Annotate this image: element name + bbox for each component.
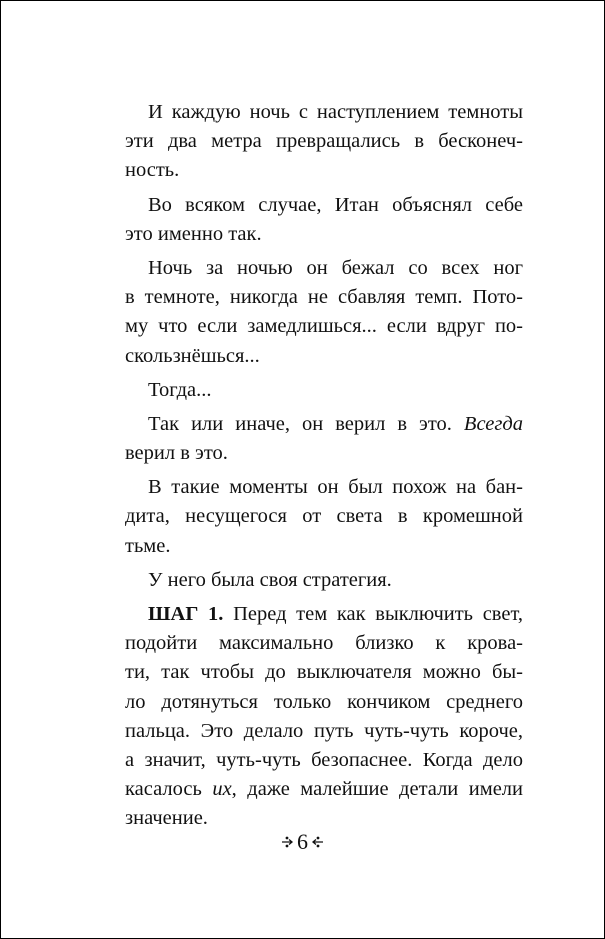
text-line: ло дотянуться только кончиком среднего bbox=[125, 690, 523, 713]
text-line: пальца. Это делало путь чуть-чуть короче, bbox=[125, 719, 523, 742]
text-line: Во всяком случае, Итан объяснял себе bbox=[148, 193, 523, 216]
paragraph bbox=[125, 376, 523, 405]
step-label: ШАГ 1. bbox=[148, 603, 224, 625]
paragraph bbox=[125, 191, 523, 249]
text-line: ность. bbox=[125, 159, 180, 182]
text-line: эти два метра превращались в бесконеч- bbox=[125, 130, 523, 153]
text-line: У него была своя стратегия. bbox=[148, 568, 392, 591]
text-line: подойти максимально близко к крова- bbox=[125, 632, 523, 655]
emphasis-text: их bbox=[212, 778, 232, 801]
page-body-text bbox=[125, 98, 523, 839]
text-line: В такие моменты он был похож на бан- bbox=[148, 476, 523, 499]
paragraph bbox=[125, 473, 523, 561]
text-line: верил в это. bbox=[125, 442, 228, 465]
text-segment: касалось bbox=[125, 778, 213, 801]
text-line: дита, несущегося от света в кромешной bbox=[125, 505, 523, 528]
paragraph bbox=[125, 410, 523, 468]
text-line bbox=[125, 410, 523, 439]
text-line: скользнёшься... bbox=[125, 344, 260, 367]
text-line: а значит, чуть-чуть безопаснее. Когда дело bbox=[125, 748, 523, 771]
text-line bbox=[125, 600, 523, 629]
text-line: тьме. bbox=[125, 534, 171, 557]
text-segment: Так или иначе, он верил в это. bbox=[148, 412, 464, 435]
text-line: это именно так. bbox=[125, 222, 262, 245]
text-line: Ночь за ночью он бежал со всех ног bbox=[148, 256, 523, 279]
step-paragraph bbox=[125, 600, 523, 834]
ornament-right-icon bbox=[311, 829, 325, 855]
text-line: му что если замедлишься... если вдруг по- bbox=[125, 315, 523, 338]
text-segment: , даже малейшие детали имели bbox=[231, 778, 523, 801]
paragraph bbox=[125, 254, 523, 371]
text-line: значение. bbox=[125, 807, 208, 830]
text-line bbox=[125, 775, 523, 804]
ornament-left-icon bbox=[280, 829, 294, 855]
page-number: 6 bbox=[297, 828, 308, 854]
text-segment: Перед тем как выключить свет, bbox=[223, 603, 523, 625]
text-line: Тогда... bbox=[148, 378, 212, 401]
page-number-folio bbox=[1, 827, 604, 855]
emphasis-text: Всегда bbox=[463, 412, 523, 435]
text-line: И каждую ночь с наступлением темноты bbox=[148, 101, 523, 123]
text-line: ти, так чтобы до выключателя можно бы- bbox=[125, 661, 523, 684]
text-line: в темноте, никогда не сбавляя темп. Пото- bbox=[125, 286, 523, 309]
paragraph bbox=[125, 98, 523, 186]
paragraph bbox=[125, 566, 523, 595]
